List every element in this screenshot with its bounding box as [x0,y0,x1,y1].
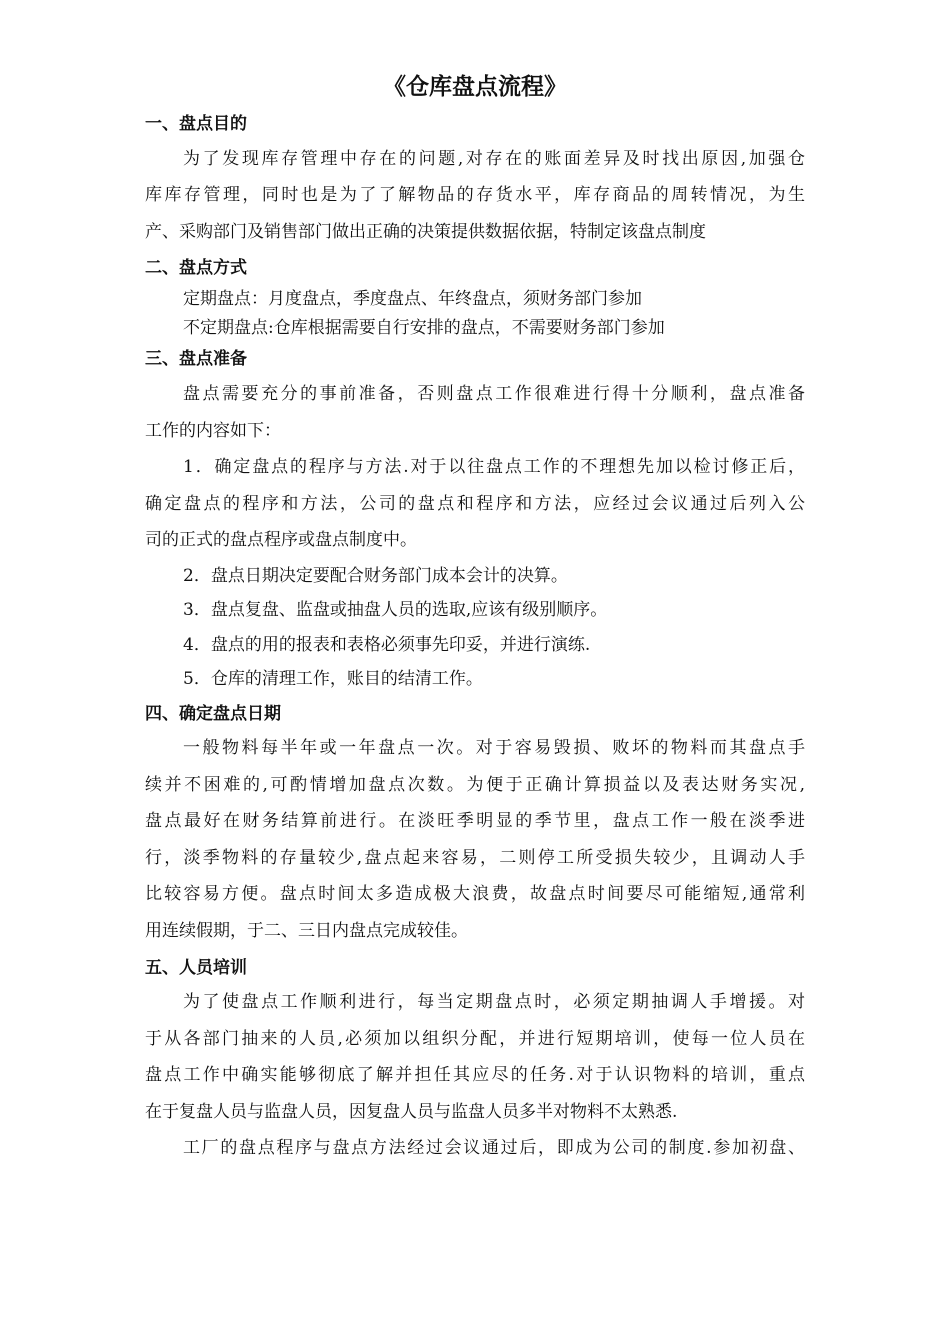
section-1-heading: 一、盘点目的 [145,114,247,134]
document-title: 《仓库盘点流程》 [383,73,567,100]
section-3-item-3: 3．盘点复盘、监盘或抽盘人员的选取,应该有级别顺序。 [183,600,608,620]
section-3-item-1-line-2: 确定盘点的程序和方法，公司的盘点和程序和方法，应经过会议通过后列入公 [145,494,805,514]
section-1-para-line-2: 库库存管理，同时也是为了了解物品的存货水平，库存商品的周转情况，为生 [145,185,805,205]
section-5-para-1-line-2: 于从各部门抽来的人员,必须加以组织分配，并进行短期培训，使每一位人员在 [145,1029,805,1049]
section-2-item-1: 定期盘点：月度盘点，季度盘点、年终盘点，须财务部门参加 [183,289,642,309]
section-1-para-line-3: 产、采购部门及销售部门做出正确的决策提供数据依据，特制定该盘点制度 [145,222,706,242]
section-1-para-line-1: 为了发现库存管理中存在的问题,对存在的账面差异及时找出原因,加强仓 [183,149,805,169]
section-3-item-1-line-1: 1．确定盘点的程序与方法.对于以往盘点工作的不理想先加以检讨修正后， [183,457,805,477]
section-5-para-1-line-3: 盘点工作中确实能够彻底了解并担任其应尽的任务.对于认识物料的培训，重点 [145,1065,805,1085]
section-4-para-line-3: 盘点最好在财务结算前进行。在淡旺季明显的季节里，盘点工作一般在淡季进 [145,811,805,831]
section-4-para-line-6: 用连续假期，于二、三日内盘点完成较佳。 [145,921,468,941]
section-5-para-2-line-1: 工厂的盘点程序与盘点方法经过会议通过后，即成为公司的制度.参加初盘、 [183,1138,805,1158]
section-4-para-line-5: 比较容易方便。盘点时间太多造成极大浪费，故盘点时间要尽可能缩短,通常利 [145,884,805,904]
section-3-item-1-line-3: 司的正式的盘点程序或盘点制度中。 [145,530,417,550]
section-4-para-line-2: 续并不困难的,可酌情增加盘点次数。为便于正确计算损益以及表达财务实况, [145,775,805,795]
section-3-intro-line-2: 工作的内容如下： [145,421,281,441]
section-4-para-line-4: 行，淡季物料的存量较少,盘点起来容易，二则停工所受损失较少，且调动人手 [145,848,805,868]
section-2-heading: 二、盘点方式 [145,258,247,278]
section-3-heading: 三、盘点准备 [145,349,247,369]
section-5-heading: 五、人员培训 [145,958,247,978]
section-5-para-1-line-1: 为了使盘点工作顺利进行，每当定期盘点时，必须定期抽调人手增援。对 [183,992,805,1012]
section-4-para-line-1: 一般物料每半年或一年盘点一次。对于容易毁损、败坏的物料而其盘点手 [183,738,805,758]
section-3-item-2: 2．盘点日期决定要配合财务部门成本会计的决算。 [183,566,568,586]
section-4-heading: 四、确定盘点日期 [145,704,281,724]
section-5-para-1-line-4: 在于复盘人员与监盘人员，因复盘人员与监盘人员多半对物料不太熟悉. [145,1102,678,1122]
section-3-item-5: 5．仓库的清理工作，账目的结清工作。 [183,669,483,689]
section-3-item-4: 4．盘点的用的报表和表格必须事先印妥，并进行演练. [183,635,591,655]
section-3-intro-line-1: 盘点需要充分的事前准备，否则盘点工作很难进行得十分顺利，盘点准备 [183,384,805,404]
section-2-item-2: 不定期盘点:仓库根据需要自行安排的盘点，不需要财务部门参加 [183,318,665,338]
